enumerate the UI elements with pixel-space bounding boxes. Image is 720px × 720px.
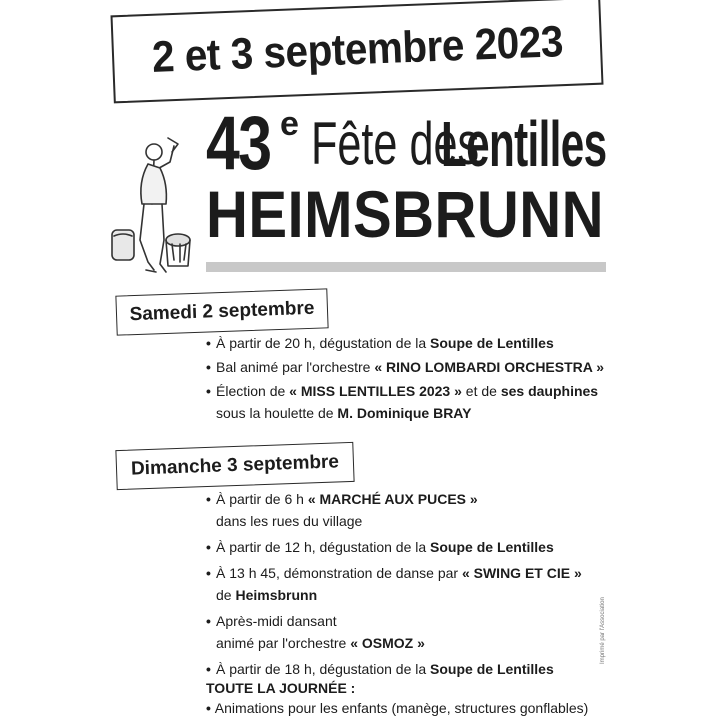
list-item xyxy=(206,658,582,680)
item-text: À partir de 12 h, dégustation de la xyxy=(216,539,431,555)
saturday-heading xyxy=(115,288,328,335)
item-highlight: M. Dominique BRAY xyxy=(337,405,472,421)
all-day-text: Animations pour les enfants (manège, structures gonflables) xyxy=(214,700,589,716)
item-highlight: Heimsbrunn xyxy=(235,587,318,603)
list-item xyxy=(206,488,582,532)
date-banner xyxy=(110,0,603,103)
list-item xyxy=(206,356,604,378)
bullet-icon: • xyxy=(206,383,211,399)
edition-suffix: e xyxy=(280,105,299,143)
all-day-heading: TOUTE LA JOURNÉE : xyxy=(206,680,356,696)
item-text: sous la houlette de xyxy=(216,405,338,421)
list-item xyxy=(206,380,604,424)
item-highlight: « MISS LENTILLES 2023 » xyxy=(289,383,462,399)
title-fete-des: Fête des xyxy=(310,110,480,177)
bullet-icon: • xyxy=(206,539,211,555)
bullet-icon: • xyxy=(206,491,211,507)
title-divider xyxy=(206,262,606,272)
item-highlight: « OSMOZ » xyxy=(350,635,425,651)
sunday-heading-text: Dimanche 3 septembre xyxy=(130,451,340,480)
edition-number: 43 xyxy=(206,101,271,186)
list-item xyxy=(206,610,582,654)
bullet-icon: • xyxy=(206,565,211,581)
item-text: À partir de 6 h xyxy=(216,491,308,507)
date-banner-text: 2 et 3 septembre 2023 xyxy=(150,17,564,82)
saturday-heading-text: Samedi 2 septembre xyxy=(129,297,315,326)
title-lentilles: Lentilles xyxy=(440,108,607,180)
bullet-icon: • xyxy=(206,700,215,716)
item-text: animé par l'orchestre xyxy=(216,635,351,651)
bullet-icon: • xyxy=(206,613,211,629)
all-day-item xyxy=(206,700,588,716)
item-highlight: « SWING ET CIE » xyxy=(461,565,582,581)
sunday-heading xyxy=(115,442,354,490)
list-item xyxy=(206,536,582,558)
item-text: dans les rues du village xyxy=(216,513,363,529)
item-highlight: Soupe de Lentilles xyxy=(430,335,554,351)
item-highlight: Soupe de Lentilles xyxy=(430,661,554,677)
saturday-list xyxy=(206,332,604,426)
printer-note: Imprimé par l'Association xyxy=(600,597,606,664)
bullet-icon: • xyxy=(206,335,211,351)
item-text: Bal animé par l'orchestre xyxy=(216,359,375,375)
town-name: HEIMSBRUNN xyxy=(206,177,605,251)
bullet-icon: • xyxy=(206,359,211,375)
sunday-list xyxy=(206,488,582,684)
item-text: et de xyxy=(461,383,501,399)
item-text: de xyxy=(216,587,236,603)
woodcutter-illustration-icon xyxy=(108,132,196,278)
bullet-icon: • xyxy=(206,661,211,677)
item-text: Élection de xyxy=(216,383,290,399)
list-item xyxy=(206,562,582,606)
item-text: À partir de 18 h, dégustation de la xyxy=(216,661,431,677)
item-text: À 13 h 45, démonstration de danse par xyxy=(216,565,462,581)
list-item xyxy=(206,332,604,354)
item-text: À partir de 20 h, dégustation de la xyxy=(216,335,431,351)
item-highlight: Soupe de Lentilles xyxy=(430,539,554,555)
item-text: Après-midi dansant xyxy=(216,613,337,629)
item-highlight: « MARCHÉ AUX PUCES » xyxy=(307,491,478,507)
item-highlight: « RINO LOMBARDI ORCHESTRA » xyxy=(374,359,605,375)
item-highlight: ses dauphines xyxy=(500,383,599,399)
